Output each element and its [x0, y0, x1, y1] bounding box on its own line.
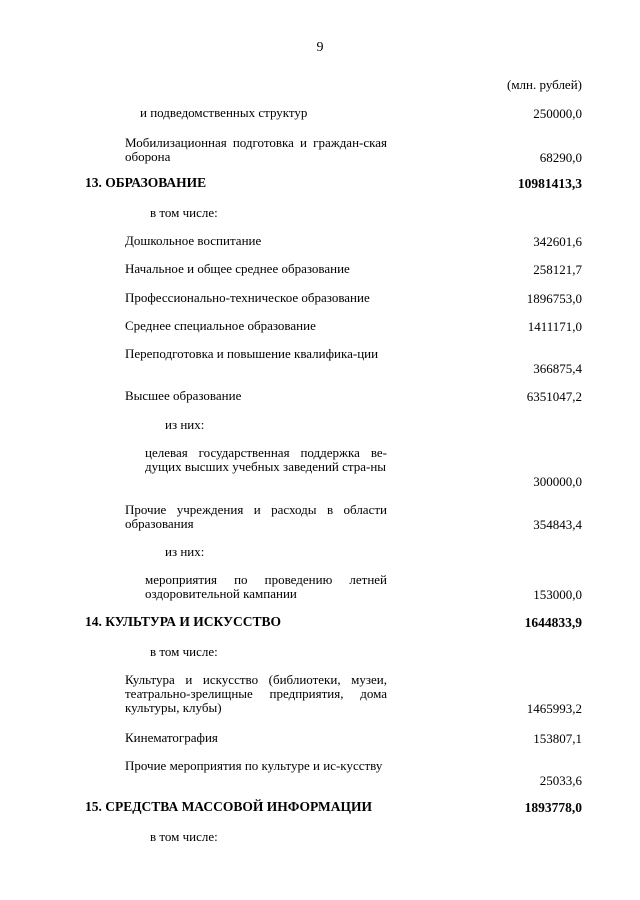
row-label: в том числе: [150, 644, 218, 659]
row-value: 258121,7 [533, 262, 582, 277]
section-total: 1644833,9 [524, 615, 582, 630]
row-value: 1465993,2 [526, 701, 582, 716]
row-label: из них: [165, 417, 205, 432]
row-label: Начальное и общее среднее образование [125, 261, 350, 276]
row-label: Прочие учреждения и расходы в области образования [125, 502, 387, 531]
row-value: 153807,1 [533, 731, 582, 746]
section-total: 1893778,0 [524, 800, 582, 815]
row-label: Переподготовка и повышение квалифика-ции [125, 346, 379, 361]
page-number: 9 [316, 40, 324, 55]
row-value: 342601,6 [533, 234, 582, 249]
row-label: из них: [165, 544, 205, 559]
row-label: мероприятия по проведению летней оздоровительной кампании [145, 572, 387, 601]
row-label: Мобилизационная подготовка и граждан-ская оборона [125, 135, 387, 164]
row-label: Высшее образование [125, 388, 242, 403]
row-label: Дошкольное воспитание [125, 233, 262, 248]
row-label: Прочие мероприятия по культуре и ис-кусству [125, 758, 383, 773]
row-label: и подведомственных структур [140, 105, 308, 120]
row-value: 153000,0 [533, 587, 582, 602]
section-heading: 14. КУЛЬТУРА И ИСКУССТВО [85, 614, 281, 629]
row-value: 250000,0 [533, 106, 582, 121]
row-value: 366875,4 [533, 361, 582, 376]
section-total: 10981413,3 [517, 176, 582, 191]
row-label: в том числе: [150, 205, 218, 220]
row-value: 1411171,0 [527, 319, 582, 334]
row-label: в том числе: [150, 829, 218, 844]
units-note: (млн. рублей) [507, 77, 582, 92]
row-label: Культура и искусство (библиотеки, музеи, театрально-зрелищные предприятия, дома культуры, клубы) [125, 672, 387, 715]
row-label: Профессионально-техническое образование [125, 290, 370, 305]
row-value: 1896753,0 [526, 291, 582, 306]
row-label: Среднее специальное образование [125, 318, 316, 333]
row-value: 25033,6 [539, 773, 582, 788]
row-value: 300000,0 [533, 474, 582, 489]
section-heading: 13. ОБРАЗОВАНИЕ [85, 175, 207, 190]
row-label: целевая государственная поддержка ве-дущих высших учебных заведений стра-ны [145, 445, 387, 474]
section-heading: 15. СРЕДСТВА МАССОВОЙ ИНФОРМАЦИИ [85, 799, 373, 814]
row-value: 6351047,2 [526, 389, 582, 404]
row-label: Кинематография [125, 730, 218, 745]
row-value: 68290,0 [539, 150, 582, 165]
row-value: 354843,4 [533, 517, 582, 532]
